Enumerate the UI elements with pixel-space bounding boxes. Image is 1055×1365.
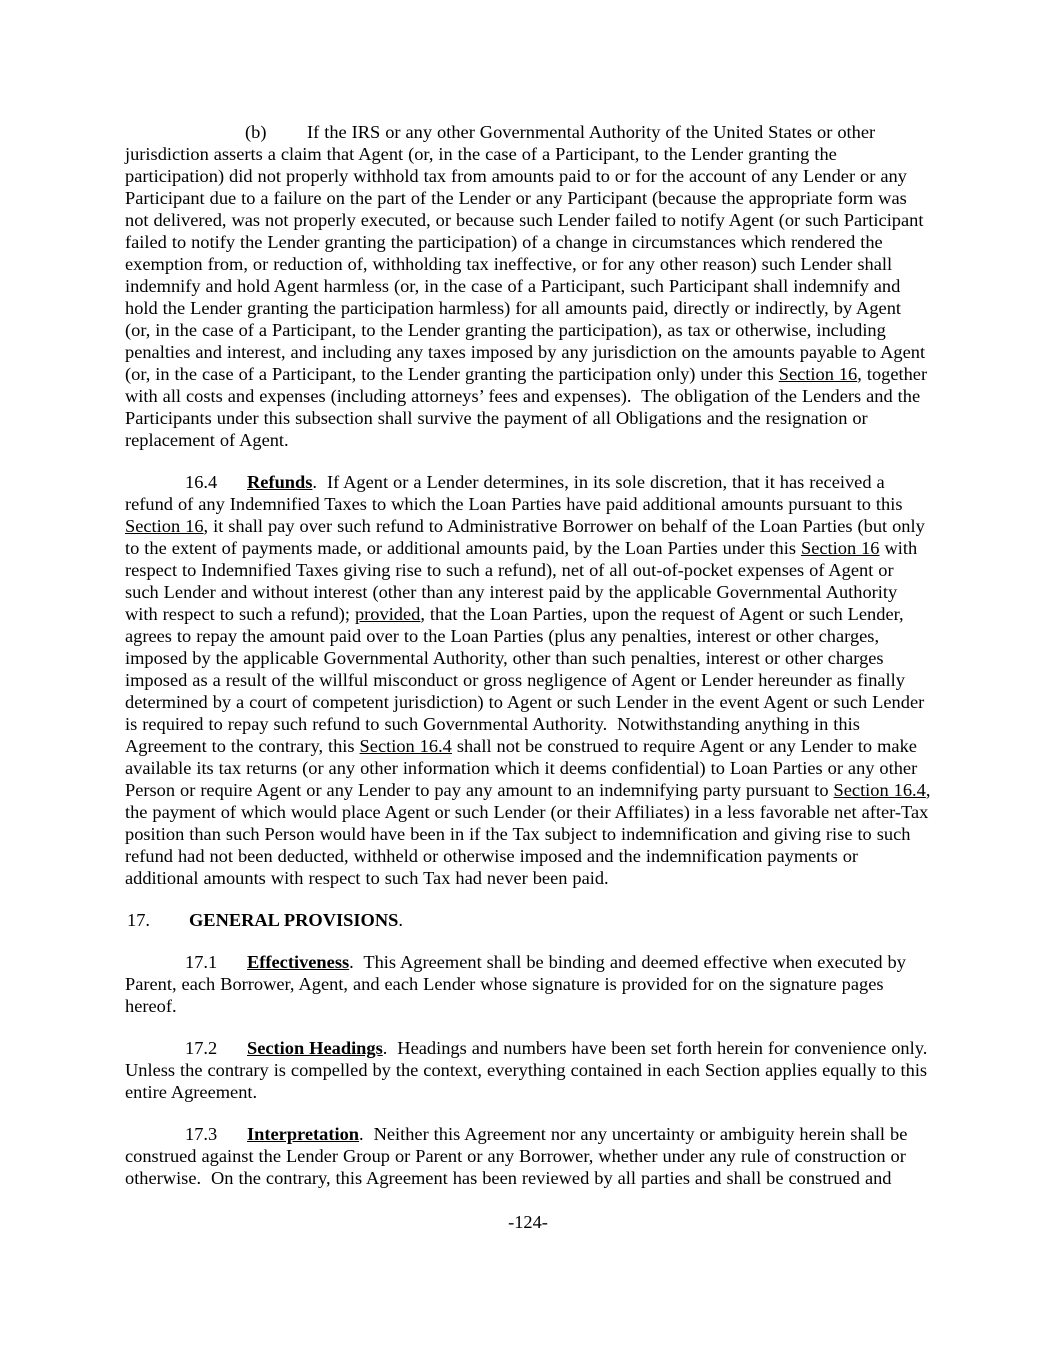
heading-17-general-provisions bbox=[125, 909, 931, 931]
text-run: shall not be construed to require Agent or any Lender to make available its tax returns (or any other information which it deems confidential) to Loan Parties or any other Person or require Agent or any Lender to pay any amount to an indemnifying party pursuant to bbox=[125, 736, 923, 800]
text-run: , together with all costs and expenses (including attorneys’ fees and expenses). The obligation of the Lenders and the Participants under this subsection shall survive the payment of all Obligations and the resignation or replacement of Agent. bbox=[125, 364, 933, 450]
paragraph-17-3-interpretation bbox=[125, 1123, 931, 1189]
emphasized-text: Refunds bbox=[247, 472, 313, 492]
text-run: If the IRS or any other Governmental Authority of the United States or other jurisdiction asserts a claim that Agent (or, in the case of a Participant, to the Lender granting the participation) did not properly withhold tax from amounts paid to or for the account of any Lender or any Participant due to a failure on the part of the Lender or any Participant (because the appropriate form was not delivered, was not properly executed, or because such Lender failed to notify Agent (or such Participant failed to notify the Lender granting the participation) of a change in circumstances which rendered the exemption from, or reduction of, withholding tax ineffective, or for any other reason) such Lender shall indemnify and hold Agent harmless (or, in the case of a Participant, such Participant shall indemnify and hold the Lender granting the participation harmless) for all amounts paid, directly or indirectly, by Agent (or, in the case of a Participant, to the Lender granting the participation), as tax or otherwise, including penalties and interest, and including any taxes imposed by any jurisdiction on the amounts payable to Agent (or, in the case of a Participant, to the Lender granting the participation only) under this bbox=[125, 122, 931, 384]
emphasized-text: Interpretation bbox=[247, 1124, 360, 1144]
paragraph-16-3-b bbox=[125, 121, 931, 451]
paragraph-17-2-section-headings bbox=[125, 1037, 938, 1103]
paragraph-number: 17.3 bbox=[185, 1124, 218, 1144]
emphasized-text: Section 16 bbox=[778, 364, 858, 384]
emphasized-text: Section Headings bbox=[247, 1038, 383, 1058]
text-run: . This Agreement shall be binding and deemed effective when executed by Parent, each Borrower, Agent, and each Lender whose signature is provided for on the signature pages hereof. bbox=[125, 952, 911, 1016]
emphasized-text: Section 16 bbox=[125, 516, 204, 536]
text-run: . Headings and numbers have been set forth herein for convenience only. Unless the contrary is compelled by the context, everything contained in each Section applies equally to this entire Agreement. bbox=[125, 1038, 938, 1102]
paragraph-16-4-refunds bbox=[125, 471, 936, 889]
paragraph-number: 17. bbox=[127, 910, 150, 930]
text-run: , it shall pay over such refund to Administrative Borrower on behalf of the Loan Parties (but only to the extent of payments made, or additional amounts paid, by the Loan Parties under this bbox=[125, 516, 930, 558]
document-body bbox=[125, 121, 938, 1189]
text-run: , the payment of which would place Agent or such Lender (or their Affiliates) in a less favorable net after-Tax position than such Person would have been in if the Tax subject to indemnification and giving rise to such refund had not been deducted, withheld or otherwise imposed and the indemnification payments or additional amounts with respect to such Tax had never been paid. bbox=[125, 780, 936, 888]
paragraph-number: 16.4 bbox=[185, 472, 218, 492]
text-run: . Neither this Agreement nor any uncertainty or ambiguity herein shall be construed against the Lender Group or Parent or any Borrower, whether under any rule of construction or otherwise. On the contrary, this Agreement has been reviewed by all parties and shall be construed and bbox=[125, 1124, 913, 1188]
paragraph-17-1-effectiveness bbox=[125, 951, 931, 1017]
emphasized-text: Section 16.4 bbox=[359, 736, 452, 756]
text-run: . bbox=[398, 910, 403, 930]
emphasized-text: Section 16.4 bbox=[833, 780, 926, 800]
paragraph-number: (b) bbox=[245, 122, 267, 142]
emphasized-text: Section 16 bbox=[800, 538, 880, 558]
paragraph-number: 17.2 bbox=[185, 1038, 218, 1058]
emphasized-text: GENERAL PROVISIONS bbox=[189, 910, 399, 930]
text-run: with respect to Indemnified Taxes giving rise to such a refund), net of all out-of-pocket expenses of Agent or such Lender and without interest (other than any interest paid by the applicable Governmental Authority with respect to such a refund); bbox=[125, 538, 923, 624]
text-run: . If Agent or a Lender determines, in its sole discretion, that it has received a refund of any Indemnified Taxes to which the Loan Parties have paid additional amounts pursuant to this bbox=[125, 472, 908, 514]
text-run: , that the Loan Parties, upon the request of Agent or such Lender, agrees to repay the amount paid over to the Loan Parties (plus any penalties, interest or other charges, imposed by the applicable Governmental Authority, other than such penalties, interest or other charges imposed as a result of the willful misconduct or gross negligence of Agent or Lender hereunder as finally determined by a court of competent jurisdiction) to Agent or such Lender in the event Agent or such Lender is required to repay such refund to such Governmental Authority. Notwithstanding anything in this Agreement to the contrary, this bbox=[125, 604, 930, 756]
emphasized-text: provided bbox=[354, 604, 421, 624]
page-footer bbox=[125, 1211, 931, 1233]
paragraph-number: 17.1 bbox=[185, 952, 218, 972]
emphasized-text: Effectiveness bbox=[247, 952, 350, 972]
page-number: -124- bbox=[508, 1212, 548, 1232]
